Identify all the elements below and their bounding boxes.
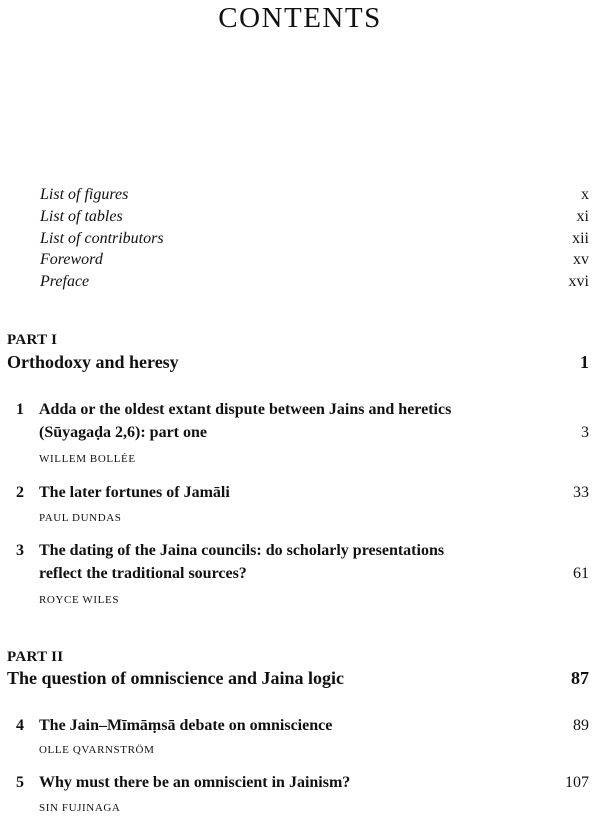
chapter-number: 4: [16, 717, 24, 734]
part-title: The question of omniscience and Jaina logic: [7, 668, 345, 688]
chapter-title-line: Why must there be an omniscient in Jainism?: [39, 774, 351, 791]
page-title: CONTENTS: [218, 2, 382, 34]
chapter-number: 1: [16, 401, 24, 418]
front-matter-label: List of contributors: [40, 230, 164, 247]
chapter-number: 5: [16, 774, 24, 791]
front-matter-label: Foreword: [40, 251, 103, 268]
chapter-author: PAUL DUNDAS: [39, 512, 122, 524]
front-matter-label: List of figures: [40, 186, 129, 203]
chapter-page: 33: [573, 484, 589, 501]
front-matter-page: xii: [572, 230, 589, 247]
chapter-author: WILLEM BOLLÉE: [39, 453, 136, 465]
chapter-author: OLLE QVARNSTRÖM: [39, 744, 155, 756]
part-label: PART I: [7, 332, 58, 348]
chapter-title-line: The Jain–Mīmāṃsā debate on omniscience: [39, 717, 333, 734]
chapter-number: 3: [16, 542, 24, 559]
chapter-title-line: reflect the traditional sources?: [39, 565, 247, 582]
front-matter-page: xv: [573, 251, 589, 268]
chapter-page: 3: [581, 424, 589, 441]
chapter-title-line: Adda or the oldest extant dispute between Jains and heretics: [39, 401, 452, 418]
part-label: PART II: [7, 649, 64, 665]
chapter-title-line: The dating of the Jaina councils: do scholarly presentations: [39, 542, 445, 559]
part-page: 1: [580, 352, 589, 372]
front-matter-label: Preface: [40, 273, 90, 290]
front-matter-page: xvi: [568, 273, 589, 290]
chapter-title-line: (Sūyagaḍa 2,6): part one: [39, 424, 208, 441]
part-title: Orthodoxy and heresy: [7, 352, 179, 372]
front-matter-label: List of tables: [40, 208, 123, 225]
chapter-page: 107: [565, 774, 589, 791]
chapter-page: 89: [573, 717, 589, 734]
chapter-title-line: The later fortunes of Jamāli: [39, 484, 230, 501]
front-matter-page: x: [581, 186, 589, 203]
chapter-number: 2: [16, 484, 24, 501]
chapter-author: SIN FUJINAGA: [39, 802, 121, 814]
chapter-author: ROYCE WILES: [39, 594, 120, 606]
chapter-page: 61: [573, 565, 589, 582]
front-matter-page: xi: [576, 208, 589, 225]
part-page: 87: [571, 668, 589, 688]
